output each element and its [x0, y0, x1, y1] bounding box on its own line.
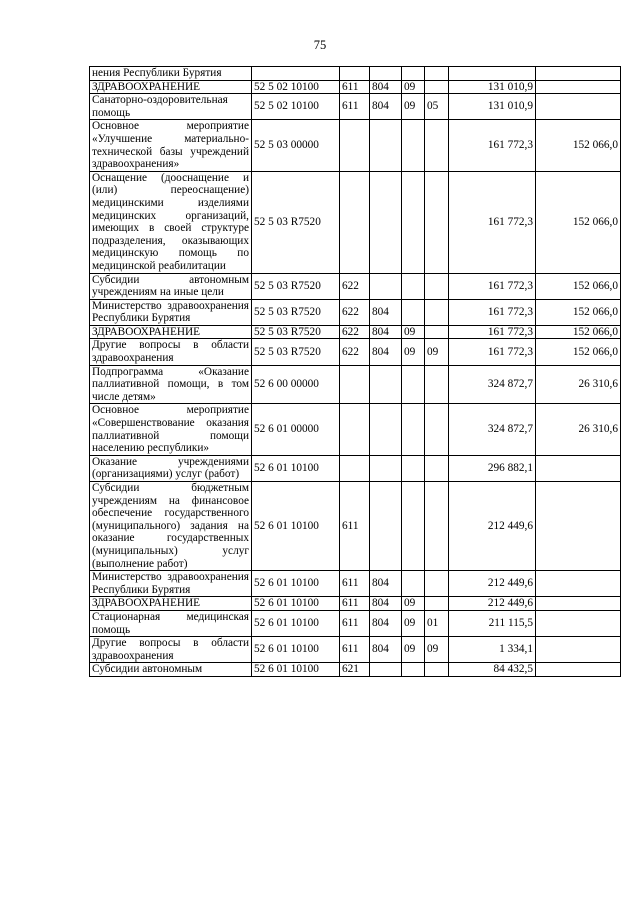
table-row: [90, 610, 621, 636]
row-expense-type-cell: [340, 455, 370, 481]
row-section-cell: [370, 482, 402, 571]
row-amount-2-cell: 152 066,0: [536, 325, 621, 339]
row-name-cell: Субсидии автономным: [90, 663, 252, 677]
table-row: [90, 171, 621, 273]
row-subitem-cell: [425, 404, 449, 455]
row-subitem-cell: [425, 120, 449, 171]
row-subsection-cell: 09: [402, 339, 425, 365]
row-amount-2-cell: [536, 94, 621, 120]
table-row: [90, 663, 621, 677]
row-subsection-cell: [402, 455, 425, 481]
row-amount-2-cell: [536, 663, 621, 677]
table-row: [90, 325, 621, 339]
table-row: [90, 339, 621, 365]
row-subitem-cell: [425, 273, 449, 299]
row-amount-1-cell: 211 115,5: [449, 610, 536, 636]
row-subitem-cell: [425, 325, 449, 339]
row-name-cell: Другие вопросы в области здравоохранения: [90, 637, 252, 663]
row-amount-1-cell: 296 882,1: [449, 455, 536, 481]
table-row: [90, 637, 621, 663]
row-section-cell: 804: [370, 325, 402, 339]
row-code-cell: [252, 67, 340, 81]
row-amount-1-cell: 212 449,6: [449, 571, 536, 597]
row-name-cell: ЗДРАВООХРАНЕНИЕ: [90, 325, 252, 339]
row-subitem-cell: 09: [425, 637, 449, 663]
row-name-cell: Санаторно-оздоровительная помощь: [90, 94, 252, 120]
row-amount-1-cell: 161 772,3: [449, 299, 536, 325]
row-subitem-cell: [425, 299, 449, 325]
row-name-cell: Другие вопросы в области здравоохранения: [90, 339, 252, 365]
row-code-cell: 52 5 02 10100: [252, 80, 340, 94]
row-subsection-cell: [402, 404, 425, 455]
row-amount-2-cell: 152 066,0: [536, 273, 621, 299]
row-section-cell: 804: [370, 637, 402, 663]
row-amount-2-cell: 26 310,6: [536, 365, 621, 404]
row-name-cell: Субсидии автономным учреждениям на иные цели: [90, 273, 252, 299]
table-row: [90, 94, 621, 120]
row-amount-2-cell: [536, 571, 621, 597]
row-amount-1-cell: 161 772,3: [449, 273, 536, 299]
row-amount-1-cell: 161 772,3: [449, 171, 536, 273]
table-row: [90, 67, 621, 81]
row-code-cell: 52 5 03 R7520: [252, 171, 340, 273]
row-amount-1-cell: 131 010,9: [449, 94, 536, 120]
row-amount-2-cell: [536, 482, 621, 571]
row-section-cell: [370, 365, 402, 404]
row-section-cell: [370, 663, 402, 677]
row-subsection-cell: [402, 299, 425, 325]
row-name-cell: Министерство здравоохранения Республики Бурятия: [90, 571, 252, 597]
row-code-cell: 52 6 01 10100: [252, 637, 340, 663]
row-amount-1-cell: 212 449,6: [449, 597, 536, 611]
row-section-cell: 804: [370, 94, 402, 120]
row-code-cell: 52 6 01 10100: [252, 663, 340, 677]
row-name-cell: Оказание учреждениями (организациями) услуг (работ): [90, 455, 252, 481]
row-amount-2-cell: [536, 637, 621, 663]
row-code-cell: 52 5 03 00000: [252, 120, 340, 171]
row-section-cell: [370, 67, 402, 81]
row-subitem-cell: 09: [425, 339, 449, 365]
row-name-cell: Министерство здравоохранения Республики Бурятия: [90, 299, 252, 325]
row-amount-1-cell: 212 449,6: [449, 482, 536, 571]
table-row: [90, 404, 621, 455]
row-section-cell: 804: [370, 80, 402, 94]
table-row: [90, 299, 621, 325]
row-section-cell: [370, 404, 402, 455]
table-row: [90, 597, 621, 611]
row-amount-1-cell: 161 772,3: [449, 339, 536, 365]
row-expense-type-cell: 611: [340, 482, 370, 571]
row-amount-1-cell: 161 772,3: [449, 325, 536, 339]
row-subitem-cell: 05: [425, 94, 449, 120]
row-subitem-cell: [425, 571, 449, 597]
row-expense-type-cell: 611: [340, 610, 370, 636]
row-section-cell: [370, 273, 402, 299]
row-expense-type-cell: 611: [340, 571, 370, 597]
row-code-cell: 52 6 00 00000: [252, 365, 340, 404]
row-subitem-cell: [425, 171, 449, 273]
row-code-cell: 52 5 02 10100: [252, 94, 340, 120]
row-expense-type-cell: 622: [340, 299, 370, 325]
row-code-cell: 52 6 01 10100: [252, 482, 340, 571]
row-subsection-cell: 09: [402, 597, 425, 611]
row-section-cell: 804: [370, 339, 402, 365]
row-subsection-cell: 09: [402, 637, 425, 663]
row-amount-1-cell: 324 872,7: [449, 365, 536, 404]
table-row: [90, 571, 621, 597]
row-expense-type-cell: 611: [340, 637, 370, 663]
row-name-cell: Основное мероприятие «Совершенствование оказания паллиативной помощи населению республики»: [90, 404, 252, 455]
row-subsection-cell: 09: [402, 325, 425, 339]
row-amount-2-cell: 152 066,0: [536, 171, 621, 273]
row-section-cell: 804: [370, 571, 402, 597]
row-expense-type-cell: [340, 120, 370, 171]
row-expense-type-cell: [340, 171, 370, 273]
row-amount-2-cell: [536, 80, 621, 94]
row-subitem-cell: [425, 663, 449, 677]
table-row: [90, 365, 621, 404]
row-expense-type-cell: 611: [340, 597, 370, 611]
row-expense-type-cell: 621: [340, 663, 370, 677]
row-expense-type-cell: 622: [340, 273, 370, 299]
row-amount-2-cell: [536, 610, 621, 636]
row-name-cell: Подпрограмма «Оказание паллиативной помощи, в том числе детям»: [90, 365, 252, 404]
table-row: [90, 273, 621, 299]
row-amount-1-cell: 84 432,5: [449, 663, 536, 677]
row-name-cell: Субсидии бюджетным учреждениям на финансовое обеспечение государственного (муниципального) задания на оказание государственных (муниципальных) услуг (выполнение работ): [90, 482, 252, 571]
row-code-cell: 52 6 01 10100: [252, 597, 340, 611]
row-amount-1-cell: 161 772,3: [449, 120, 536, 171]
row-subitem-cell: [425, 482, 449, 571]
row-amount-2-cell: 152 066,0: [536, 339, 621, 365]
row-expense-type-cell: 622: [340, 325, 370, 339]
row-expense-type-cell: [340, 404, 370, 455]
row-amount-2-cell: 152 066,0: [536, 299, 621, 325]
row-subsection-cell: 09: [402, 94, 425, 120]
row-subsection-cell: [402, 120, 425, 171]
row-section-cell: [370, 171, 402, 273]
row-name-cell: ЗДРАВООХРАНЕНИЕ: [90, 597, 252, 611]
row-code-cell: 52 6 01 00000: [252, 404, 340, 455]
row-name-cell: ЗДРАВООХРАНЕНИЕ: [90, 80, 252, 94]
row-amount-2-cell: [536, 67, 621, 81]
row-section-cell: 804: [370, 597, 402, 611]
row-expense-type-cell: 611: [340, 80, 370, 94]
row-name-cell: Оснащение (дооснащение и (или) переоснащение) медицинскими изделиями медицинских организаций, имеющих в своей структуре подразделения, оказывающих медицинскую помощь по медицинской реабилитации: [90, 171, 252, 273]
row-expense-type-cell: 611: [340, 94, 370, 120]
row-subsection-cell: [402, 365, 425, 404]
row-code-cell: 52 5 03 R7520: [252, 339, 340, 365]
row-subsection-cell: [402, 571, 425, 597]
row-subsection-cell: [402, 663, 425, 677]
row-amount-2-cell: [536, 455, 621, 481]
row-section-cell: 804: [370, 299, 402, 325]
row-subsection-cell: 09: [402, 610, 425, 636]
row-expense-type-cell: [340, 67, 370, 81]
row-expense-type-cell: [340, 365, 370, 404]
table-row: [90, 120, 621, 171]
row-amount-1-cell: 1 334,1: [449, 637, 536, 663]
row-subsection-cell: [402, 171, 425, 273]
row-name-cell: нения Республики Бурятия: [90, 67, 252, 81]
row-name-cell: Стационарная медицинская помощь: [90, 610, 252, 636]
row-subitem-cell: [425, 67, 449, 81]
row-subsection-cell: 09: [402, 80, 425, 94]
row-code-cell: 52 5 03 R7520: [252, 299, 340, 325]
row-section-cell: [370, 455, 402, 481]
row-amount-1-cell: 324 872,7: [449, 404, 536, 455]
row-amount-2-cell: [536, 597, 621, 611]
table-row: [90, 482, 621, 571]
row-subitem-cell: [425, 455, 449, 481]
table-row: [90, 455, 621, 481]
row-amount-2-cell: 26 310,6: [536, 404, 621, 455]
row-expense-type-cell: 622: [340, 339, 370, 365]
row-code-cell: 52 5 03 R7520: [252, 273, 340, 299]
row-section-cell: 804: [370, 610, 402, 636]
row-subitem-cell: 01: [425, 610, 449, 636]
row-code-cell: 52 5 03 R7520: [252, 325, 340, 339]
row-subitem-cell: [425, 597, 449, 611]
row-subsection-cell: [402, 67, 425, 81]
row-code-cell: 52 6 01 10100: [252, 455, 340, 481]
row-amount-1-cell: [449, 67, 536, 81]
row-subsection-cell: [402, 273, 425, 299]
page-number: 75: [313, 38, 327, 52]
row-amount-2-cell: 152 066,0: [536, 120, 621, 171]
row-subitem-cell: [425, 80, 449, 94]
row-name-cell: Основное мероприятие «Улучшение материально-технической базы учреждений здравоохранения»: [90, 120, 252, 171]
row-section-cell: [370, 120, 402, 171]
row-code-cell: 52 6 01 10100: [252, 571, 340, 597]
budget-table: [89, 66, 621, 677]
row-subsection-cell: [402, 482, 425, 571]
row-code-cell: 52 6 01 10100: [252, 610, 340, 636]
row-amount-1-cell: 131 010,9: [449, 80, 536, 94]
row-subitem-cell: [425, 365, 449, 404]
table-row: [90, 80, 621, 94]
